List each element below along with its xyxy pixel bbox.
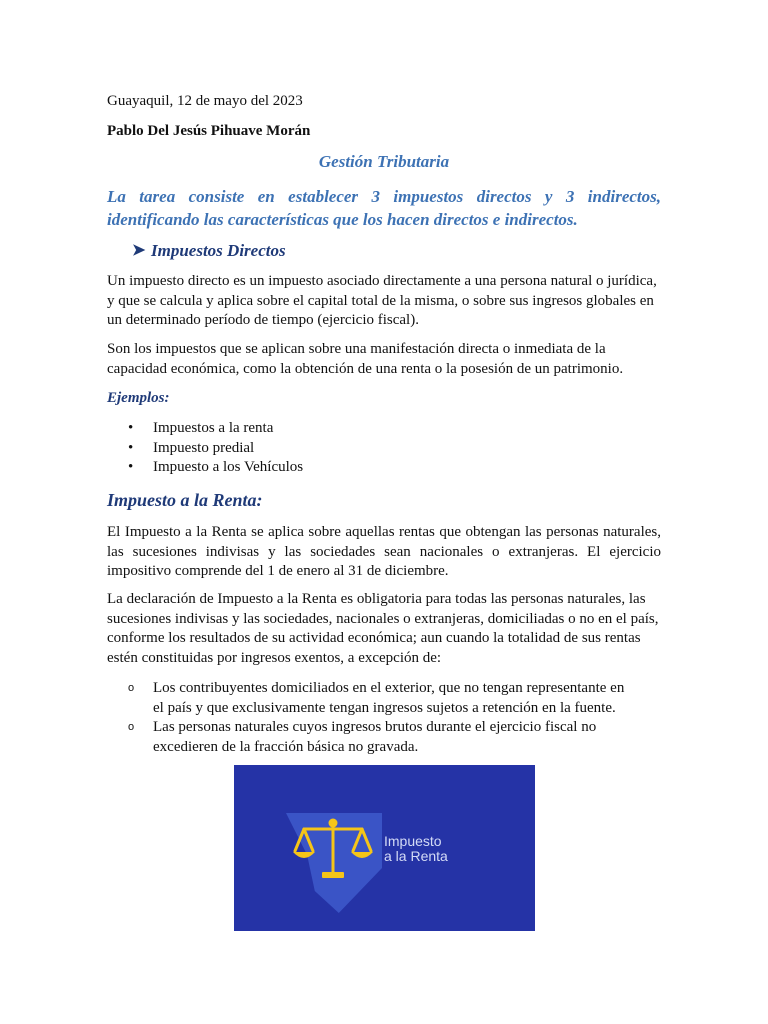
list-item-text: Impuesto a los Vehículos bbox=[153, 459, 304, 475]
author-name: Pablo Del Jesús Pihuave Morán bbox=[107, 123, 311, 139]
circle-bullet-icon: o bbox=[128, 682, 135, 694]
list-item bbox=[107, 679, 631, 718]
document-title: Gestión Tributaria bbox=[318, 152, 450, 171]
list-item-text: Impuestos a la renta bbox=[153, 420, 274, 436]
examples-list bbox=[107, 419, 661, 478]
illustration-caption-line2: a la Renta bbox=[384, 848, 448, 864]
impuesto-renta-illustration bbox=[234, 765, 535, 931]
paragraph-renta-2: La declaración de Impuesto a la Renta es obligatoria para todas las personas naturales, las sucesiones indivisas y las sociedades, nacionales o extranjeras, domiciliadas o no en el país, conforme los resultados de su actividad económica; aun cuando la totalidad de sus rentas estén constituidas por ingresos exentos, a excepción de: bbox=[107, 591, 659, 666]
list-item bbox=[107, 419, 661, 439]
circle-bullet-icon: o bbox=[128, 721, 135, 733]
heading-impuestos-directos-text: Impuestos Directos bbox=[151, 241, 286, 260]
bullet-icon: • bbox=[128, 459, 134, 475]
list-item bbox=[107, 718, 631, 757]
list-item bbox=[107, 458, 661, 478]
heading-impuestos-directos bbox=[132, 240, 451, 261]
date-line: Guayaquil, 12 de mayo del 2023 bbox=[107, 93, 303, 109]
illustration-caption bbox=[384, 834, 494, 864]
list-item bbox=[107, 439, 661, 459]
scales-of-justice-icon bbox=[290, 815, 376, 887]
bullet-icon: • bbox=[128, 439, 134, 456]
paragraph-directos-1: Un impuesto directo es un impuesto asociado directamente a una persona natural o jurídica, y que se calcula y aplica sobre el capital total de la misma, o sobre sus ingresos globales en un determinado período de tiempo (ejercicio fiscal). bbox=[107, 273, 657, 328]
paragraph-directos-2: Son los impuestos que se aplican sobre una manifestación directa o inmediata de la capacidad económica, como la obtención de una renta o la posesión de un patrimonio. bbox=[107, 341, 624, 377]
heading-impuesto-renta: Impuesto a la Renta: bbox=[107, 490, 263, 510]
exceptions-list bbox=[107, 679, 631, 757]
illustration-caption-line1: Impuesto bbox=[384, 833, 442, 849]
list-item-text: Los contribuyentes domiciliados en el exterior, que no tengan representante en el país y que exclusivamente tengan ingresos sujetos a retención en la fuente. bbox=[153, 680, 625, 716]
list-item-text: Las personas naturales cuyos ingresos brutos durante el ejercicio fiscal no excedieren de la fracción básica no gravada. bbox=[153, 719, 597, 755]
paragraph-renta-1: El Impuesto a la Renta se aplica sobre aquellas rentas que obtengan las personas naturales, las sucesiones indivisas y las sociedades sean nacionales o extranjeras. El ejercicio impositivo comprende del 1 de enero al 31 de diciembre. bbox=[107, 524, 661, 579]
arrow-bullet-icon: ➤ bbox=[132, 242, 146, 259]
task-statement: La tarea consiste en establecer 3 impuestos directos y 3 indirectos, identificando las características que los hacen directos e indirectos. bbox=[107, 187, 661, 229]
list-item-text: Impuesto predial bbox=[153, 439, 255, 456]
examples-label: Ejemplos: bbox=[107, 390, 170, 406]
bullet-icon: • bbox=[128, 420, 134, 436]
